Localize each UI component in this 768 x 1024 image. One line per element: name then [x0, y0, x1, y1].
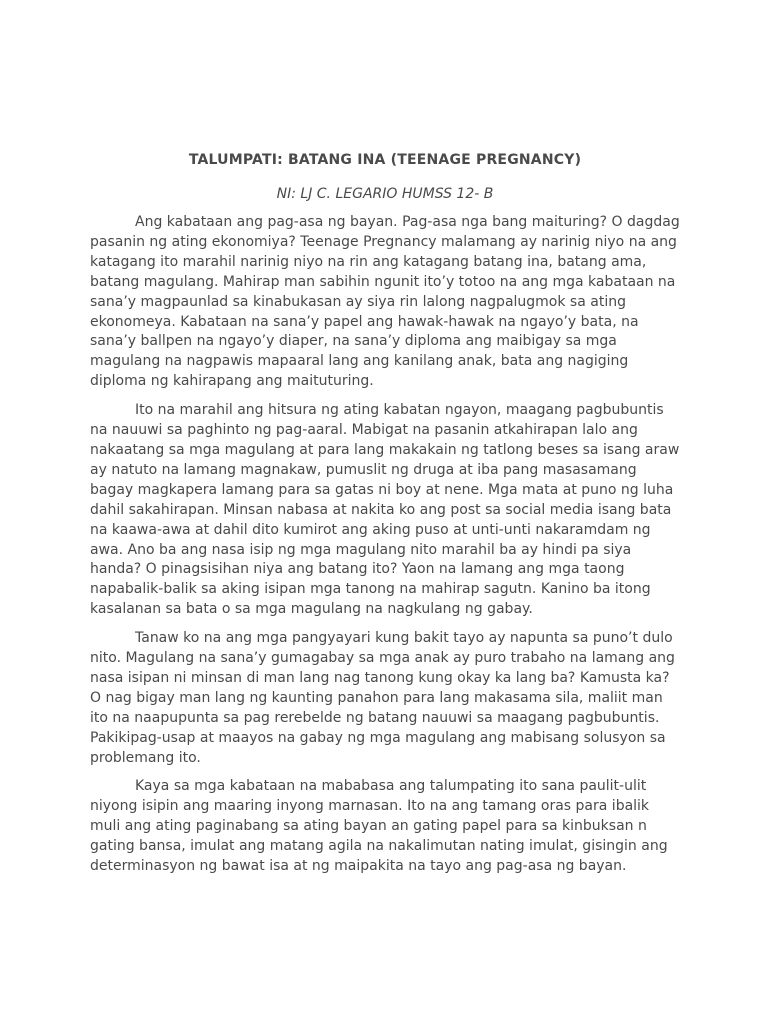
document-author: NI: LJ C. LEGARIO HUMSS 12- B [276, 186, 494, 202]
paragraph-3: Tanaw ko na ang mga pangyayari kung bakit tayo ay napunta sa puno’t dulo nito. Magulang na sana’y gumagabay sa mga anak ay puro trabaho na lamang ang nasa isipan ni minsan di man lang nag tanong kung okay ka lang ba? Kamusta ka? O nag bigay man lang ng kaunting panahon para lang makasama sila, maliit man ito na naapupunta sa pag rerebelde ng batang nauuwi sa maagang pagbubuntis. Pakikipag-usap at maayos na gabay ng mga magulang ang mabisang solusyon sa problemang ito. [90, 630, 675, 766]
document-title: TALUMPATI: BATANG INA (TEENAGE PREGNANCY) [188, 152, 582, 168]
document-page [90, 150, 680, 886]
paragraph-4: Kaya sa mga kabataan na mababasa ang talumpating ito sana paulit-ulit niyong isipin ang maaring inyong marnasan. Ito na ang tamang oras para ibalik muli ang ating paginabang sa ating bayan an gating papel para sa kinbuksan n gating bansa, imulat ang matang agila na nakalimutan nating imulat, gisingin ang determinasyon ng bawat isa at ng maipakita na tayo ang pag-asa ng bayan. [90, 778, 668, 875]
paragraph-2: Ito na marahil ang hitsura ng ating kabatan ngayon, maagang pagbubuntis na nauuwi sa paghinto ng pag-aaral. Mabigat na pasanin atkahirapan lalo ang nakaatang sa mga magulang at para lang makakain ng tatlong beses sa isang araw ay natuto na lamang magnakaw, pumuslit ng druga at iba pang masasamang bagay magkapera lamang para sa gatas ni boy at nene. Mga mata at puno ng luha dahil sakahirapan. Minsan nabasa at nakita ko ang post sa social media isang bata na kaawa-awa at dahil dito kumirot ang aking puso at unti-unti nakaramdam ng awa. Ano ba ang nasa isip ng mga magulang nito marahil ba ay hindi pa siya handa? O pinagsisihan niya ang batang ito? Yaon na lamang ang mga taong napabalik-balik sa aking isipan mga tanong na mahirap sagutn. Kanino ba itong kasalanan sa bata o sa mga magulang na nagkulang ng gabay. [90, 402, 680, 618]
paragraph-1: Ang kabataan ang pag-asa ng bayan. Pag-asa nga bang maituring? O dagdag pasanin ng ating ekonomiya? Teenage Pregnancy malamang ay narinig niyo na ang katagang ito marahil narinig niyo na rin ang katagang batang ina, batang ama, batang magulang. Mahirap man sabihin ngunit ito’y totoo na ang mga kabataan na sana’y magpaunlad sa kinabukasan ay siya rin lalong nagpalugmok sa ating ekonomeya. Kabataan na sana’y papel ang hawak-hawak na ngayo’y bata, na sana’y ballpen na ngayo’y diaper, na sana’y diploma ang maibigay sa mga magulang na nagpawis mapaaral lang ang kanilang anak, bata ang nagiging diploma ng kahirapang ang maituturing. [90, 214, 680, 390]
